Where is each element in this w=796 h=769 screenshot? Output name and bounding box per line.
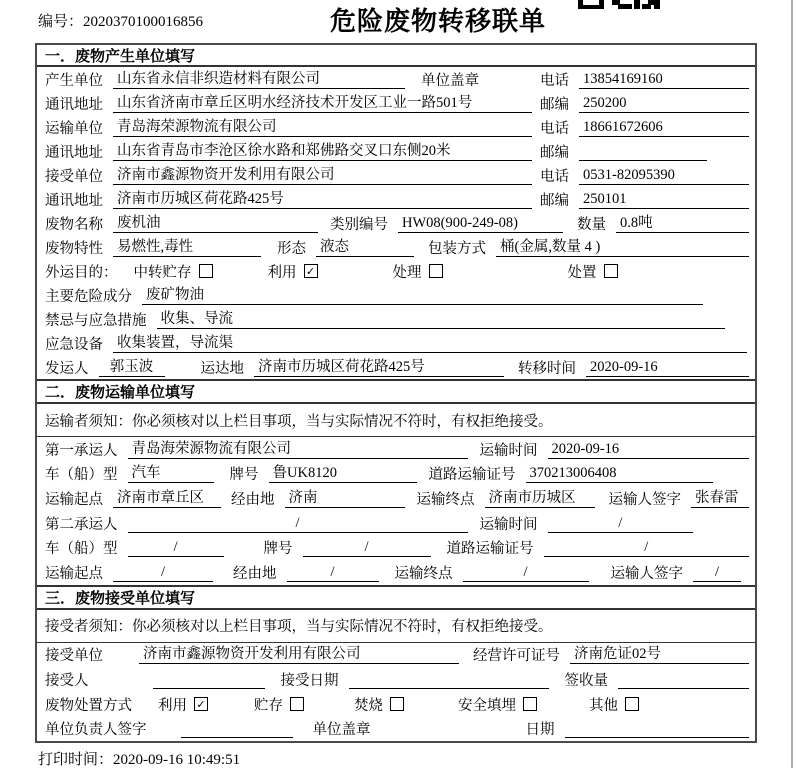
checkbox-disposal-landfill <box>523 697 537 711</box>
section3-notice: 接受者须知：你必须核对以上栏目事项，当与实际情况不符时，有权拒绝接受。 <box>37 610 755 643</box>
amount-label: 签收量 <box>564 672 608 689</box>
taboo-value: 收集、导流 <box>157 310 726 329</box>
waste-name-row <box>37 211 755 235</box>
producer-label: 产生单位 <box>45 72 103 89</box>
equipment-row <box>37 331 755 355</box>
road-permit-label: 道路运输证号 <box>446 541 534 558</box>
receiver-address-value: 济南市历城区荷花路425号 <box>113 190 532 209</box>
checkbox-disposal-store <box>290 697 304 711</box>
license-label: 经营许可证号 <box>473 648 560 665</box>
transporter-address-row <box>37 139 755 163</box>
origin2-value: / <box>113 563 213 582</box>
road-permit-label: 道路运输证号 <box>428 467 516 484</box>
transporter-label: 运输单位 <box>45 120 103 137</box>
road-permit1-value: 370213006408 <box>526 464 714 483</box>
producer-row <box>37 67 755 91</box>
property-value: 易燃性,毒性 <box>113 238 261 257</box>
option-label: 处置 <box>567 264 597 281</box>
carrier2-time-value: / <box>548 514 694 533</box>
purpose-option-treat <box>393 261 443 282</box>
purpose-label: 外运目的： <box>45 264 118 281</box>
road-permit2-value: / <box>544 538 750 557</box>
transporter-row <box>37 115 755 139</box>
transporter-value: 青岛海荣源物流有限公司 <box>113 118 532 137</box>
shipper-row <box>37 355 755 379</box>
disposal-label: 废物处置方式 <box>45 697 132 714</box>
option-label: 利用 <box>267 264 297 281</box>
purpose-option-dispose <box>568 261 618 282</box>
receive-date-value <box>349 670 549 689</box>
phone-label: 电话 <box>540 120 569 137</box>
address-label: 通讯地址 <box>45 96 103 113</box>
plate1-value: 鲁UK8120 <box>269 464 417 483</box>
plate2-value: / <box>303 538 431 557</box>
destination-value: 济南市历城区荷花路425号 <box>254 358 504 377</box>
shipper-label: 发运人 <box>45 360 89 377</box>
plate-label: 牌号 <box>229 467 259 484</box>
checkbox-dispose <box>604 264 618 278</box>
recipient-value <box>153 670 265 689</box>
route2-row <box>37 560 755 585</box>
carrier2-row <box>37 511 755 536</box>
seal-date-label: 日期 <box>525 722 555 739</box>
receiver-address-row <box>37 187 755 211</box>
hazard-value: 废矿物油 <box>142 286 703 305</box>
purpose-row <box>37 259 755 283</box>
producer-address-value: 山东省济南市章丘区明水经济技术开发区工业一路501号 <box>113 94 532 113</box>
option-label: 安全填埋 <box>458 697 516 714</box>
end2-value: / <box>463 563 589 582</box>
vehicle-label: 车（船）型 <box>45 541 118 558</box>
address-label: 通讯地址 <box>45 192 103 209</box>
page-title: 危险废物转移联单 <box>330 6 547 36</box>
via1-value: 济南 <box>285 489 405 508</box>
destination-label: 运达地 <box>200 360 244 377</box>
checkbox-use: ✓ <box>304 264 318 278</box>
producer-zip-value: 250200 <box>579 94 749 113</box>
checkbox-treat <box>429 264 443 278</box>
option-label: 中转贮存 <box>133 264 192 281</box>
amount-value <box>618 670 749 689</box>
manager-sign-value <box>181 719 293 738</box>
receiver-label: 接受单位 <box>45 168 103 185</box>
serial-label: 编号： <box>38 14 84 30</box>
equipment-value: 收集装置，导流渠 <box>113 334 747 353</box>
producer-value: 山东省永信非织造材料有限公司 <box>113 70 405 89</box>
disposal-option-use <box>158 694 208 715</box>
print-time <box>38 748 240 769</box>
transport-time-label: 运输时间 <box>479 442 538 459</box>
quantity-label: 数量 <box>577 216 606 233</box>
vehicle1-value: 汽车 <box>128 464 214 483</box>
disposal-row <box>37 692 755 717</box>
receiver-phone-value: 0531-82095390 <box>579 166 749 185</box>
transfer-date-label: 转移时间 <box>518 360 576 377</box>
accept-unit-label: 接受单位 <box>45 648 103 665</box>
manager-sign-label: 单位负责人签字 <box>45 722 147 739</box>
producer-address-row <box>37 91 755 115</box>
producer-phone-value: 13854169160 <box>579 70 749 89</box>
waste-property-row <box>37 235 755 259</box>
checkbox-disposal-other <box>625 697 639 711</box>
option-label: 贮存 <box>254 697 283 714</box>
via2-value: / <box>287 563 379 582</box>
carrier2-label: 第二承运人 <box>45 516 118 533</box>
end-label: 运输终点 <box>394 565 453 582</box>
vehicle-label: 车（船）型 <box>45 467 118 484</box>
transport-time-label: 运输时间 <box>479 516 538 533</box>
option-label: 利用 <box>158 697 187 714</box>
carrier1-row <box>37 437 755 462</box>
end1-value: 济南市历城区 <box>485 489 595 508</box>
receiver-zip-value: 250101 <box>579 190 749 209</box>
section1-heading: 一．废物产生单位填写 <box>37 45 755 67</box>
waste-name-value: 废机油 <box>113 214 318 233</box>
receiver-value: 济南市鑫源物资开发利用有限公司 <box>113 166 532 185</box>
waste-name-label: 废物名称 <box>45 216 103 233</box>
quantity-value: 0.8吨 <box>616 214 749 233</box>
origin-label: 运输起点 <box>45 565 103 582</box>
transporter-phone-value: 18661672606 <box>579 118 749 137</box>
section2-heading: 二．废物运输单位填写 <box>37 379 755 404</box>
option-label: 焚烧 <box>354 697 383 714</box>
via-label: 经由地 <box>233 565 277 582</box>
accept-unit-value: 济南市鑫源物资开发利用有限公司 <box>139 645 459 664</box>
seal-date-value <box>565 719 750 738</box>
packing-label: 包装方式 <box>428 240 486 257</box>
carrier1-value: 青岛海荣源物流有限公司 <box>128 440 468 459</box>
taboo-row <box>37 307 755 331</box>
form-value: 液态 <box>316 238 414 257</box>
shipper-value: 郭玉波 <box>99 358 165 377</box>
section2-notice: 运输者须知：你必须核对以上栏目事项，当与实际情况不符时，有权拒绝接受。 <box>37 404 755 437</box>
qr-code-fragment-icon <box>578 0 662 10</box>
carrier2-value: / <box>128 514 468 533</box>
transporter-address-value: 山东省青岛市李沧区徐水路和郑佛路交叉口东侧20米 <box>113 142 532 161</box>
document-serial <box>38 10 203 31</box>
origin-label: 运输起点 <box>45 491 103 508</box>
phone-label: 电话 <box>540 168 569 185</box>
vehicle2-row <box>37 535 755 560</box>
packing-value: 桶(金属,数量 4 ) <box>496 238 749 257</box>
hazard-label: 主要危险成分 <box>45 288 132 305</box>
manager-sign-row <box>37 716 755 741</box>
carrier2-sign-value: / <box>693 563 741 582</box>
accept-unit-row <box>37 643 755 668</box>
print-time-value: 2020-09-16 10:49:51 <box>113 752 241 768</box>
plate-label: 牌号 <box>263 541 293 558</box>
form-label: 形态 <box>277 240 306 257</box>
recipient-row <box>37 667 755 692</box>
taboo-label: 禁忌与应急措施 <box>45 312 147 329</box>
receiver-row <box>37 163 755 187</box>
carrier1-time-value: 2020-09-16 <box>548 440 750 459</box>
purpose-option-use <box>268 261 318 282</box>
equipment-label: 应急设备 <box>45 336 103 353</box>
category-label: 类别编号 <box>330 216 388 233</box>
checkbox-transfer <box>199 264 213 278</box>
section3-heading: 三．废物接受单位填写 <box>37 585 755 610</box>
print-time-label: 打印时间： <box>38 752 114 768</box>
serial-number: 2020370100016856 <box>83 14 204 30</box>
carrier-sign-label: 运输人签字 <box>608 491 681 508</box>
disposal-option-store <box>254 694 304 715</box>
transfer-manifest-form <box>35 43 757 743</box>
page-edge-divider <box>791 0 793 768</box>
disposal-option-landfill <box>458 694 537 715</box>
end-label: 运输终点 <box>416 491 475 508</box>
seal-label: 单位盖章 <box>421 72 479 89</box>
disposal-option-other <box>589 694 639 715</box>
property-label: 废物特性 <box>45 240 103 257</box>
route1-row <box>37 486 755 511</box>
category-value: HW08(900-249-08) <box>398 214 563 233</box>
option-label: 处理 <box>392 264 422 281</box>
vehicle1-row <box>37 462 755 487</box>
transfer-date-value: 2020-09-16 <box>586 358 749 377</box>
unit-seal-label: 单位盖章 <box>312 722 371 739</box>
carrier-sign-label: 运输人签字 <box>610 565 683 582</box>
receive-date-label: 接受日期 <box>280 672 339 689</box>
purpose-option-transfer <box>134 261 213 282</box>
carrier1-label: 第一承运人 <box>45 442 118 459</box>
address-label: 通讯地址 <box>45 144 103 161</box>
vehicle2-value: / <box>128 538 224 557</box>
phone-label: 电话 <box>540 72 569 89</box>
transporter-zip-value <box>579 142 707 161</box>
origin1-value: 济南市章丘区 <box>113 489 221 508</box>
disposal-option-burn <box>354 694 404 715</box>
via-label: 经由地 <box>231 491 275 508</box>
zip-label: 邮编 <box>540 144 569 161</box>
checkbox-disposal-burn <box>390 697 404 711</box>
recipient-label: 接受人 <box>45 672 89 689</box>
hazard-row <box>37 283 755 307</box>
zip-label: 邮编 <box>540 192 569 209</box>
carrier1-sign-value: 张春雷 <box>691 489 749 508</box>
license-value: 济南危证02号 <box>570 645 749 664</box>
zip-label: 邮编 <box>540 96 569 113</box>
option-label: 其他 <box>589 697 618 714</box>
checkbox-disposal-use: ✓ <box>194 697 208 711</box>
